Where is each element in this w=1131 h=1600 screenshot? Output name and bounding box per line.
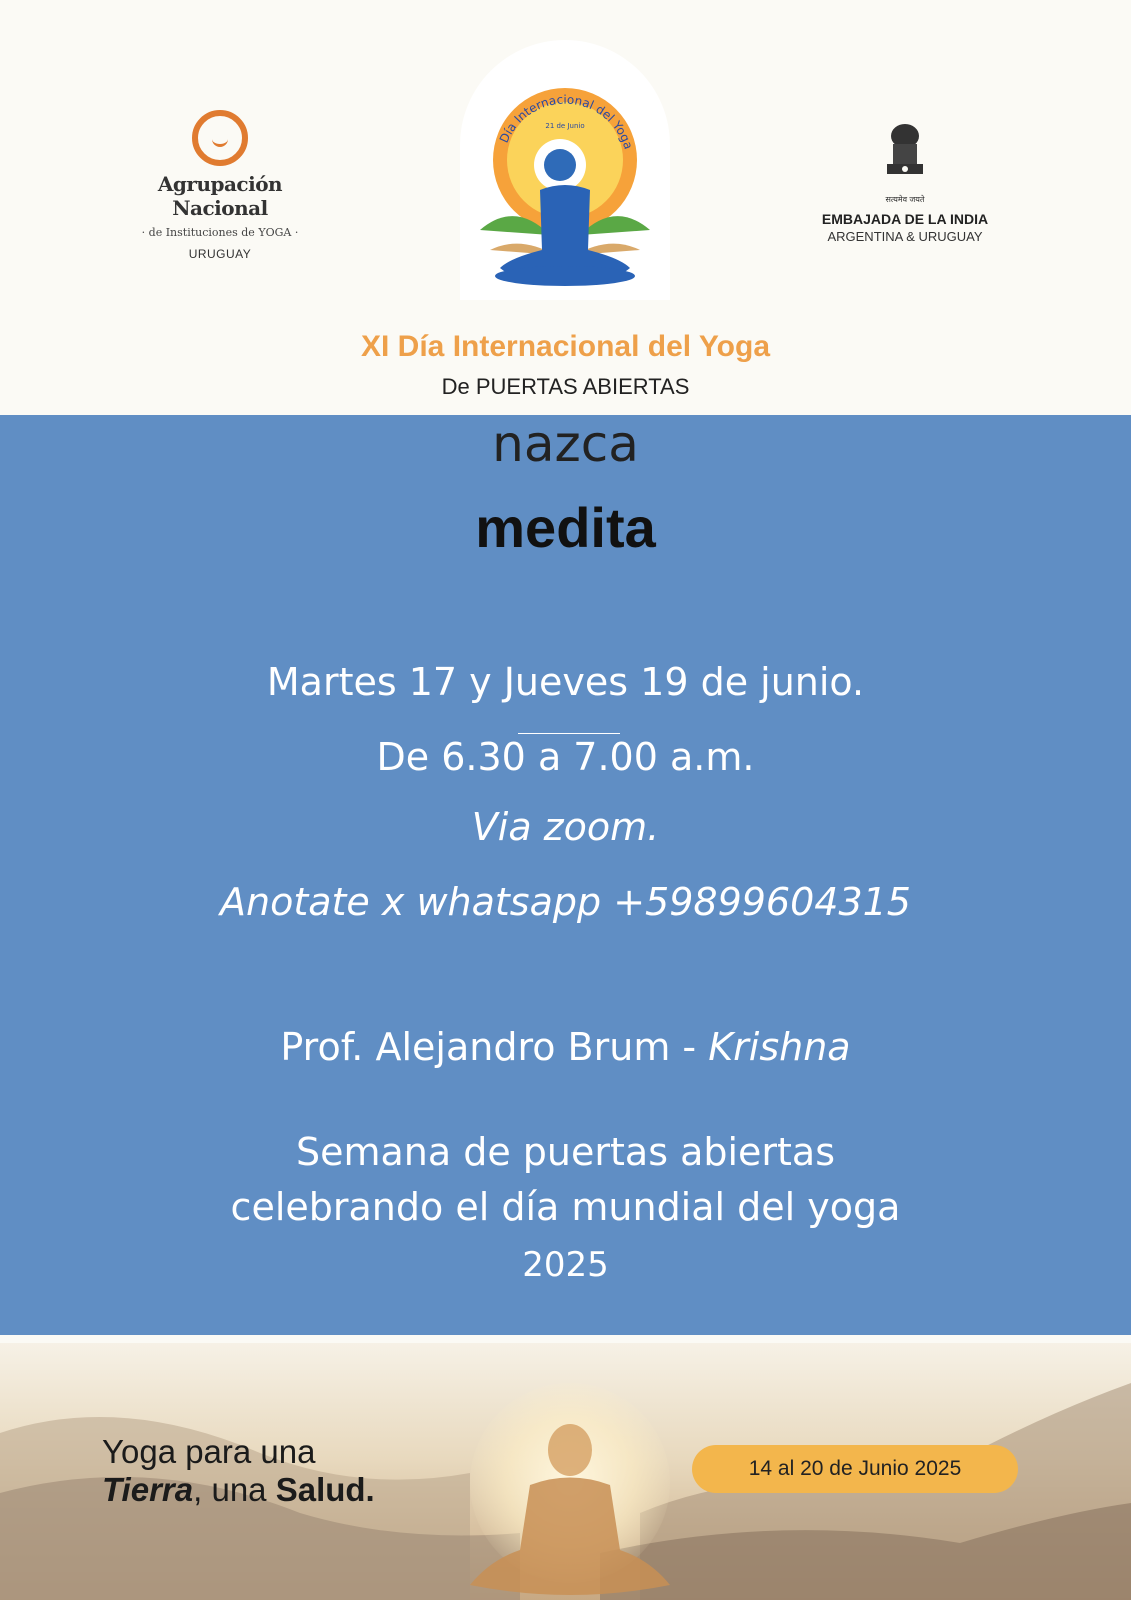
event-time: De 6.30 a 7.00 a.m.: [376, 735, 755, 779]
brand-name: nazca: [492, 415, 639, 473]
footer-banner: [0, 1343, 1131, 1600]
week-year: 2025: [522, 1245, 609, 1285]
tagline-word-tierra: Tierra: [102, 1471, 194, 1508]
ashoka-emblem-icon: [879, 120, 931, 192]
agrupacion-country: URUGUAY: [188, 247, 252, 261]
agrupacion-logo: [120, 110, 320, 261]
lotus-icon: [192, 110, 248, 166]
main-panel: [0, 415, 1131, 1335]
center-date-text: 21 de Junio: [545, 122, 585, 130]
agrupacion-name: Agrupación Nacional: [157, 172, 283, 220]
event-title: XI Día Internacional del Yoga: [361, 330, 770, 363]
center-arc-text: Día Internacional del Yoga: [496, 92, 636, 151]
header: [0, 0, 1131, 415]
divider: [518, 733, 620, 734]
embassy-logo: [820, 120, 990, 244]
yoga-figure-icon: [460, 40, 670, 300]
event-mode: Via zoom.: [471, 805, 660, 849]
tagline-mid: , una: [193, 1471, 276, 1508]
headline: medita: [475, 496, 656, 559]
yoga-day-logo: [460, 40, 670, 300]
week-line-1: Semana de puertas abiertas: [295, 1130, 836, 1174]
meditating-person-icon: [460, 1400, 680, 1600]
embassy-motto: सत्यमेव जयते: [885, 195, 925, 204]
event-days: Martes 17 y Jueves 19 de junio.: [266, 660, 865, 704]
date-range-badge: 14 al 20 de Junio 2025: [692, 1445, 1018, 1493]
teacher-prefix: Prof. Alejandro Brum -: [280, 1025, 709, 1069]
signup-info: Anotate x whatsapp +59899604315: [220, 880, 911, 924]
teacher-name: Krishna: [708, 1025, 851, 1069]
event-subtitle: De PUERTAS ABIERTAS: [441, 374, 690, 399]
week-line-2: celebrando el día mundial del yoga: [230, 1185, 901, 1229]
tagline-word-salud: Salud.: [275, 1471, 375, 1508]
embassy-countries: ARGENTINA & URUGUAY: [827, 229, 983, 244]
agrupacion-sub: · de Instituciones de YOGA ·: [141, 226, 299, 239]
embassy-title: EMBAJADA DE LA INDIA: [821, 211, 989, 227]
tagline: [102, 1433, 375, 1509]
tagline-line-1: Yoga para una: [102, 1433, 316, 1470]
teacher: [0, 1025, 1131, 1069]
